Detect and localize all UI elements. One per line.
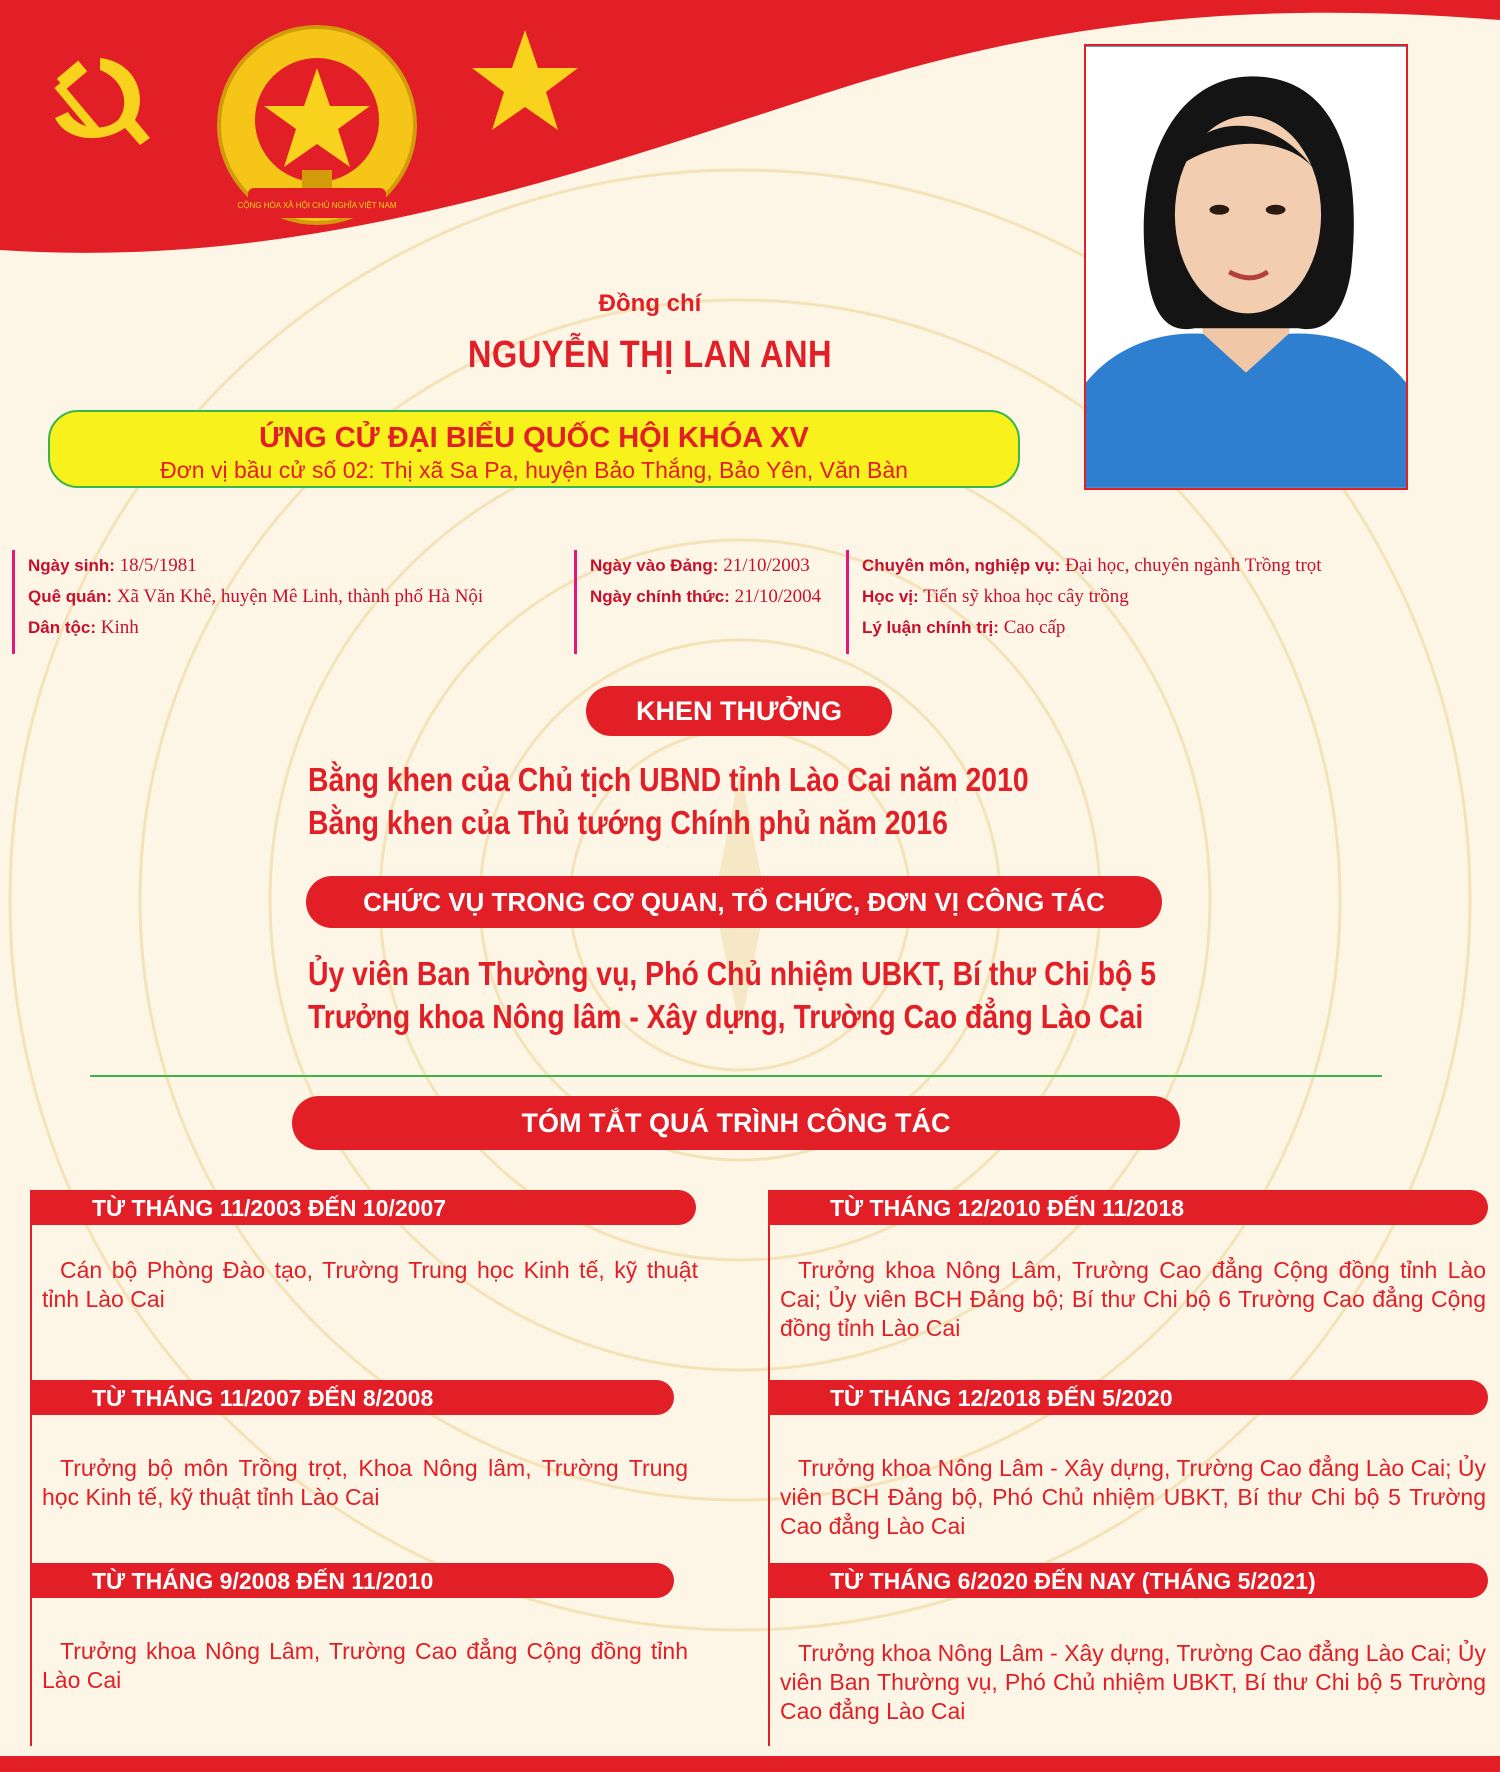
career-period: TỪ THÁNG 12/2018 ĐẾN 5/2020 — [770, 1380, 1488, 1415]
hammer-sickle-icon — [40, 50, 160, 150]
info-line — [590, 581, 821, 612]
info-line — [862, 612, 1322, 643]
career-heading: TÓM TẮT QUÁ TRÌNH CÔNG TÁC — [292, 1096, 1180, 1150]
info-value: Xã Văn Khê, huyện Mê Linh, thành phố Hà Nội — [112, 586, 484, 607]
info-value: 18/5/1981 — [114, 555, 197, 576]
info-value: Đại học, chuyên ngành Trồng trọt — [1060, 555, 1322, 576]
education-info-column — [846, 550, 1322, 654]
info-line — [590, 550, 821, 581]
info-label: Dân tộc: — [28, 618, 96, 637]
section-divider — [90, 1075, 1382, 1077]
info-label: Học vị: — [862, 587, 919, 606]
honorific: Đồng chí — [598, 290, 702, 317]
career-period: TỪ THÁNG 6/2020 ĐẾN NAY (THÁNG 5/2021) — [770, 1563, 1488, 1598]
info-line — [28, 581, 483, 612]
position-item: Ủy viên Ban Thường vụ, Phó Chủ nhiệm UBKT, Bí thư Chi bộ 5 — [308, 955, 1157, 992]
career-period: TỪ THÁNG 9/2008 ĐẾN 11/2010 — [32, 1563, 674, 1598]
career-description: Trưởng khoa Nông Lâm - Xây dựng, Trường Cao đẳng Lào Cai; Ủy viên Ban Thường vụ, Phó Chủ nhiệm UBKT, Bí thư Chi bộ 5 Trường Cao đẳng Lào Cai — [780, 1640, 1486, 1724]
info-value: Tiến sỹ khoa học cây trồng — [918, 586, 1129, 607]
candidate-photo — [1084, 44, 1408, 490]
info-label: Lý luận chính trị: — [862, 618, 999, 637]
info-label: Ngày sinh: — [28, 556, 115, 575]
positions-heading: CHỨC VỤ TRONG CƠ QUAN, TỔ CHỨC, ĐƠN VỊ CÔNG TÁC — [306, 876, 1162, 928]
info-value: 21/10/2003 — [718, 555, 810, 576]
awards-heading: KHEN THƯỞNG — [586, 686, 892, 736]
career-timeline-left — [30, 1190, 698, 1746]
award-item: Bằng khen của Thủ tướng Chính phủ năm 2016 — [308, 804, 948, 841]
info-label: Ngày chính thức: — [590, 587, 730, 606]
footer-strip — [0, 1756, 1500, 1772]
candidacy-title: ỨNG CỬ ĐẠI BIỂU QUỐC HỘI KHÓA XV — [259, 422, 809, 454]
career-description: Trưởng khoa Nông Lâm - Xây dựng, Trường Cao đẳng Lào Cai; Ủy viên BCH Đảng bộ, Phó Chủ nhiệm UBKT, Bí thư Chi bộ 5 Trường Cao đẳng Lào Cai — [780, 1455, 1486, 1539]
national-emblem — [208, 20, 426, 246]
career-description: Trưởng khoa Nông Lâm, Trường Cao đẳng Cộng đồng tỉnh Lào Cai; Ủy viên BCH Đảng bộ; Bí thư Chi bộ 6 Trường Cao đẳng Cộng đồng tỉnh Lào Cai — [780, 1257, 1486, 1341]
info-line — [862, 581, 1322, 612]
career-period: TỪ THÁNG 12/2010 ĐẾN 11/2018 — [770, 1190, 1488, 1225]
personal-info-column — [12, 550, 483, 654]
position-item: Trưởng khoa Nông lâm - Xây dựng, Trường Cao đẳng Lào Cai — [308, 998, 1144, 1035]
star-icon — [470, 30, 580, 135]
info-value: Cao cấp — [998, 617, 1066, 638]
career-timeline-right — [768, 1190, 1488, 1746]
career-description: Cán bộ Phòng Đào tạo, Trường Trung học Kinh tế, kỹ thuật tỉnh Lào Cai — [42, 1257, 698, 1312]
info-label: Chuyên môn, nghiệp vụ: — [862, 556, 1061, 575]
portrait-illustration — [1086, 46, 1406, 488]
info-line — [28, 612, 483, 643]
info-line — [862, 550, 1322, 581]
candidacy-box — [48, 410, 1020, 488]
info-label: Quê quán: — [28, 587, 113, 606]
career-description: Trưởng khoa Nông Lâm, Trường Cao đẳng Cộng đồng tỉnh Lào Cai — [42, 1638, 688, 1693]
electoral-district: Đơn vị bầu cử số 02: Thị xã Sa Pa, huyện Bảo Thắng, Bảo Yên, Văn Bàn — [160, 457, 908, 483]
party-info-column — [574, 550, 821, 654]
info-value: 21/10/2004 — [729, 586, 822, 607]
info-value: Kinh — [96, 617, 139, 638]
candidate-name: NGUYỄN THỊ LAN ANH — [467, 334, 833, 376]
career-description: Trưởng bộ môn Trồng trọt, Khoa Nông lâm, Trường Trung học Kinh tế, kỹ thuật tỉnh Lào Cai — [42, 1455, 688, 1510]
emblem-text: CỘNG HÒA XÃ HỘI CHỦ NGHĨA VIỆT NAM — [237, 201, 397, 210]
awards-list — [308, 758, 1029, 844]
career-period: TỪ THÁNG 11/2003 ĐẾN 10/2007 — [32, 1190, 696, 1225]
career-period: TỪ THÁNG 11/2007 ĐẾN 8/2008 — [32, 1380, 674, 1415]
info-label: Ngày vào Đảng: — [590, 556, 719, 575]
award-item: Bằng khen của Chủ tịch UBND tỉnh Lào Cai năm 2010 — [308, 761, 1029, 798]
info-line — [28, 550, 483, 581]
positions-list — [308, 952, 1156, 1038]
